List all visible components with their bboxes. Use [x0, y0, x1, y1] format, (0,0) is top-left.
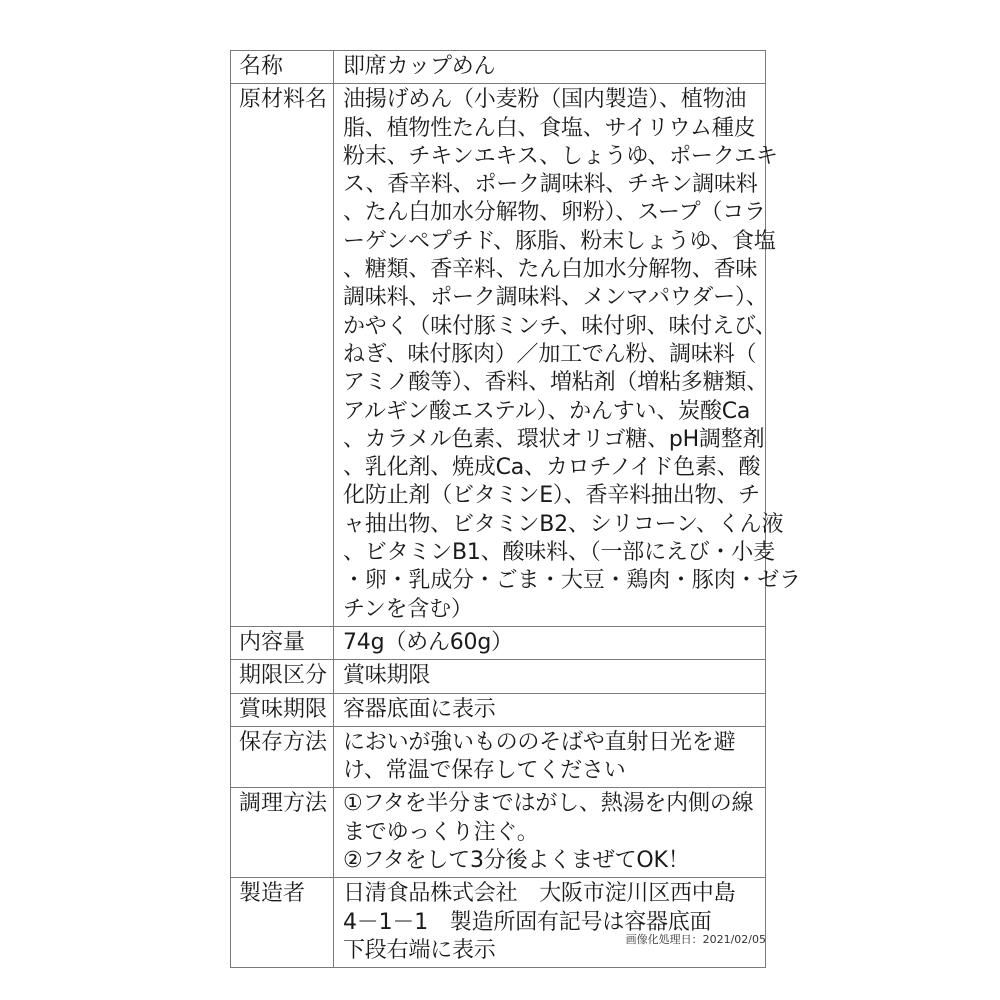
row-value [334, 660, 765, 692]
food-label-table-body [231, 51, 801, 968]
row-value-line: かやく（味付豚ミンチ、味付卵、味付えび、 [343, 313, 777, 339]
food-label-table [230, 50, 801, 968]
row-value-line: アルギン酸エステル）、かんすい、炭酸Ca [343, 398, 751, 424]
row-value-line: までゆっくり注ぐ。 [343, 819, 539, 845]
row-value-line: ねぎ、味付豚肉）／加工でん粉、調味料（ [343, 341, 757, 367]
row-label-cell [231, 84, 334, 627]
row-value [334, 627, 765, 659]
row-value-line: 、乳化剤、焼成Ca、カロチノイド色素、酸 [343, 455, 761, 481]
row-value-cell [334, 660, 766, 693]
row-value-line: 、ビタミンB1、酸味料、（一部にえび・小麦 [343, 540, 775, 566]
row-label: 原材料名 [239, 87, 328, 113]
row-value-line: ャ抽出物、ビタミンB2、シリコーン、くん液 [343, 511, 784, 537]
row-value-line: ・卵・乳成分・ごま・大豆・鶏肉・豚肉・ゼラ [343, 568, 801, 594]
row-value-line: 日清食品株式会社 大阪市淀川区西中島 [343, 881, 736, 907]
label-row [231, 878, 766, 968]
label-row [231, 693, 766, 726]
label-row [231, 51, 766, 84]
row-label: 賞味期限 [239, 696, 328, 722]
label-row [231, 84, 766, 627]
row-label: 調理方法 [239, 791, 328, 817]
row-value-line: 脂、植物性たん白、食塩、サイリウム種皮 [343, 115, 756, 141]
row-label-cell [231, 878, 334, 968]
row-label-cell [231, 660, 334, 693]
row-value-cell [334, 878, 766, 968]
row-value-line: チンを含む） [343, 596, 473, 622]
row-value-line: 、糖類、香辛料、たん白加水分解物、香味 [343, 257, 758, 283]
row-label: 内容量 [239, 629, 306, 655]
row-value-line: 容器底面に表示 [343, 696, 496, 722]
row-value-line: 化防止剤（ビタミンE）、香辛料抽出物、チ [343, 483, 760, 509]
row-label-cell [231, 788, 334, 878]
row-value [334, 788, 765, 877]
row-value-line: ②フタをして3分後よくまぜてOK！ [343, 848, 690, 874]
row-value-line: 、たん白加水分解物、卵粉）、スープ（コラ [343, 200, 766, 226]
row-label-cell [231, 693, 334, 726]
label-row [231, 626, 766, 659]
row-label: 期限区分 [239, 663, 328, 689]
row-value [334, 727, 765, 788]
row-value [334, 878, 765, 967]
row-value [334, 694, 765, 726]
row-value-line: ーゲンペプチド、豚脂、粉末しょうゆ、食塩 [343, 228, 776, 254]
row-value-line: ①フタを半分まではがし、熱湯を内側の線 [343, 791, 754, 817]
row-value-cell [334, 84, 801, 627]
row-value-line: 、カラメル色素、環状オリゴ糖、pH調整剤 [343, 426, 765, 452]
row-value-line: ス、香辛料、ポーク調味料、チキン調味料 [343, 172, 758, 198]
label-row [231, 788, 766, 878]
row-value-line: 油揚げめん（小麦粉（国内製造）、植物油 [343, 87, 747, 113]
label-row [231, 726, 766, 788]
row-label: 名称 [239, 54, 284, 79]
row-value-line: アミノ酸等）、香料、増粘剤（増粘多糖類、 [343, 370, 769, 396]
row-value-cell [334, 788, 766, 878]
row-value-line: 即席カップめん [343, 54, 496, 79]
row-label: 製造者 [239, 881, 306, 907]
row-value-line: 賞味期限 [343, 663, 431, 689]
row-value-cell [334, 51, 766, 84]
row-value-line: け、常温で保存してください [343, 758, 626, 784]
row-value-line: 調味料、ポーク調味料、メンマパウダー）、 [343, 285, 768, 311]
row-value-line: 下段右端に表示 [343, 937, 496, 963]
row-value-line: 74g（めん60g） [343, 629, 513, 655]
image-processing-date: 画像化処理日：2021/02/05 [625, 933, 766, 946]
row-value [334, 84, 801, 626]
row-value-cell [334, 726, 766, 788]
row-value-line: においが強いもののそばや直射日光を避 [343, 729, 736, 755]
row-value-cell [334, 693, 766, 726]
row-label-cell [231, 726, 334, 788]
row-label-cell [231, 626, 334, 659]
row-label-cell [231, 51, 334, 84]
row-label: 保存方法 [239, 729, 328, 755]
label-row [231, 660, 766, 693]
row-value-line: 粉末、チキンエキス、しょうゆ、ポークエキ [343, 143, 778, 169]
row-value-cell [334, 626, 766, 659]
row-value-line: 4－1－1 製造所固有記号は容器底面 [343, 909, 712, 935]
row-value [334, 51, 765, 83]
